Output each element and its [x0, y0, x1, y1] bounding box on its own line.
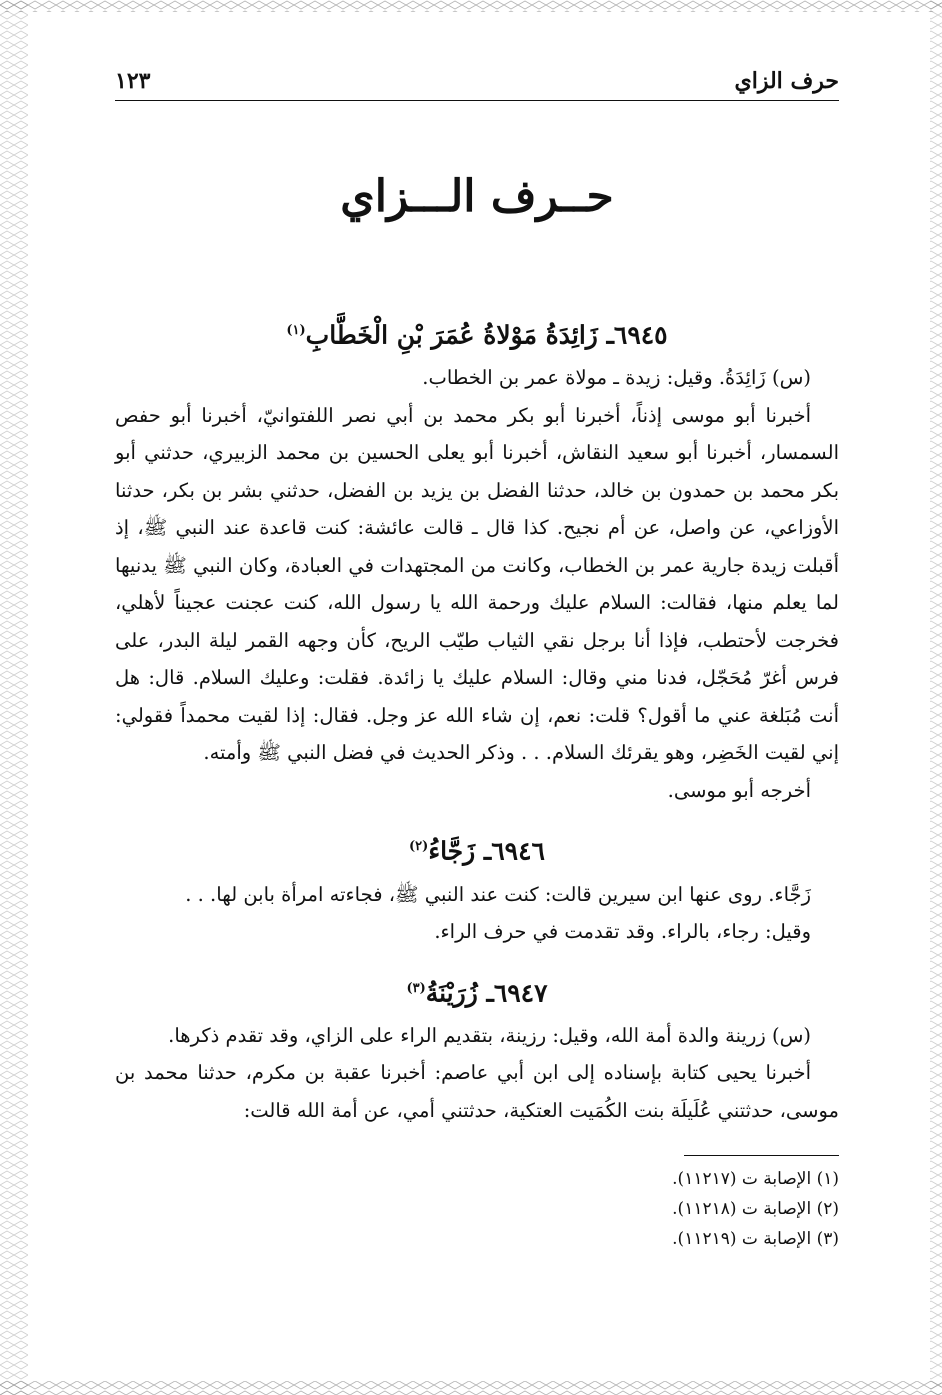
entry-6947	[115, 969, 839, 1130]
entry-heading	[115, 311, 839, 355]
running-title: حرف الزاي	[734, 68, 839, 94]
entry-6945	[115, 311, 839, 809]
entry-heading	[115, 827, 839, 871]
paragraph: أخرجه أبو موسى.	[667, 778, 811, 802]
paragraph: أخبرنا أبو موسى إذناً، أخبرنا أبو بكر محمد بن أبي نصر اللفتوانيّ، أخبرنا أبو حفص السمسار، أخبرنا أبو سعيد النقاش، أخبرنا أبو يعلى الحسين بن محمد الزبيري، حدثني أبو بكر محمد بن حمدون بن خالد، حدثنا الفضل بن يزيد بن الفضل، حدثني بشر بن بكر، حدثنا الأوزاعي، عن واصل، عن أم نجيح. كذا قال ـ قالت عائشة: كنت قاعدة عند النبي ﷺ، إذ أقبلت زيدة جارية عمر بن الخطاب، وكانت من المجتهدات في العبادة، وكان النبي ﷺ يدنيها لما يعلم منها، فقالت: السلام عليك ورحمة الله يا رسول الله، كنت عجنت عجيناً لأهلي، فخرجت لأحتطب، فإذا أنا برجل نقي الثياب طيّب الريح، كأن وجهه القمر ليلة البدر، على فرس أغرّ مُحَجّل، فدنا مني وقال: السلام عليك يا زائدة. فقلت: وعليك السلام. قال: هل أنت مُبَلغة عني ما أقول؟ قلت: نعم، إن شاء الله عز وجل. فقال: إذا لقيت محمداً فقولي: إني لقيت الخَضِر، وهو يقرئك السلام. . . وذكر الحديث في فضل النبي ﷺ وأمته.	[115, 403, 839, 765]
footnote: (٢) الإصابة ت (١١٢١٨).	[672, 1199, 839, 1220]
entry-6946	[115, 827, 839, 950]
entry-heading	[115, 969, 839, 1013]
paragraph: زَجَّاء. روى عنها ابن سيرين قالت: كنت عند النبي ﷺ، فجاءته امرأة بابن لها. . .	[185, 882, 811, 906]
footnote: (١) الإصابة ت (١١٢١٧).	[672, 1169, 839, 1190]
paragraph: (س) زرينة والدة أمة الله، وقيل: رزينة، بتقديم الراء على الزاي، وقد تقدم ذكرها.	[168, 1023, 811, 1047]
footnote-ref: (١)	[286, 323, 306, 338]
footnote-ref: (٢)	[409, 839, 429, 855]
footnote-divider	[684, 1155, 839, 1156]
chapter-title: حــرف الـــزاي	[340, 171, 614, 222]
footnote-ref: (٣)	[406, 980, 426, 996]
entry-heading-text: ٦٩٤٦ـ زَجَّاءُ	[428, 836, 545, 866]
paragraph: وقيل: رجاء، بالراء. وقد تقدمت في حرف الراء.	[434, 920, 811, 944]
paragraph: أخبرنا يحيى كتابة بإسناده إلى ابن أبي عاصم: أخبرنا عقبة بن مكرم، حدثنا محمد بن موسى، حدثتني عُلَيلَة بنت الكُمَيت العتكية، حدثتني أمي، عن أمة الله قالت:	[115, 1061, 839, 1122]
entry-heading-text: ٦٩٤٧ـ زُرَيْنَةُ	[425, 977, 548, 1007]
page-number: ١٢٣	[115, 68, 151, 94]
paragraph: (س) زَائِدَةُ. وقيل: زيدة ـ مولاة عمر بن الخطاب.	[422, 366, 811, 390]
entry-heading-text: ٦٩٤٥ـ زَائِدَةُ مَوْلاةُ عُمَرَ بْنِ الْخَطَّابِ	[305, 320, 668, 350]
book-page	[115, 60, 839, 1254]
footnote: (٣) الإصابة ت (١١٢١٩).	[672, 1229, 839, 1250]
footnotes	[115, 1164, 839, 1254]
running-header	[115, 60, 839, 101]
